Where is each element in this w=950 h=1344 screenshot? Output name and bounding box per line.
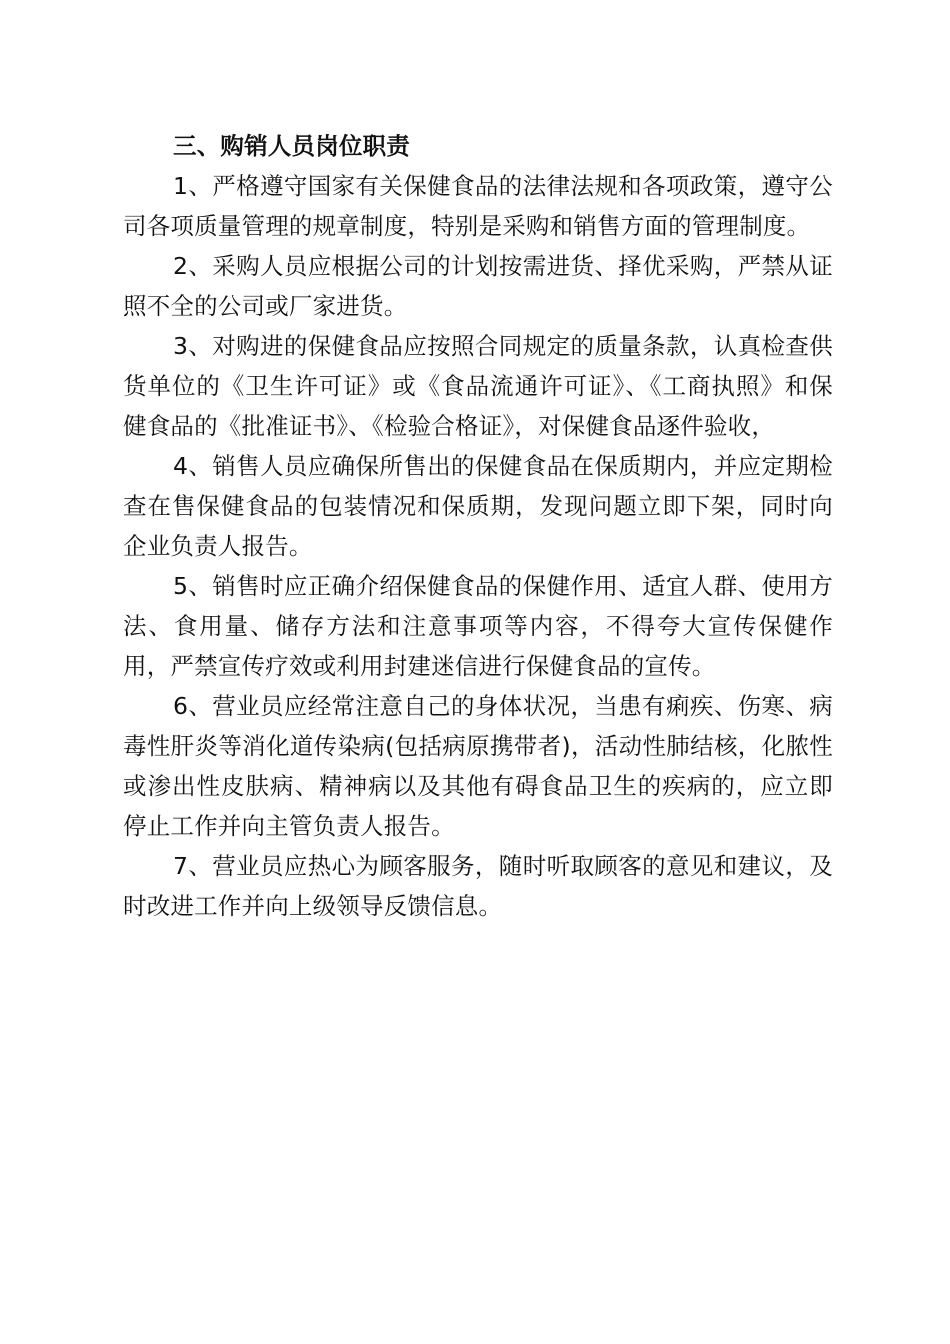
paragraph-6: 6、营业员应经常注意自己的身体状况，当患有痢疾、伤寒、病毒性肝炎等消化道传染病(包括病原携带者)，活动性肺结核，化脓性或渗出性皮肤病、精神病以及其他有碍食品卫生的疾病的，应立即停止工作并向主管负责人报告。 [123, 692, 833, 840]
section-heading: 三、购销人员岗位职责 [173, 132, 410, 160]
paragraph-4: 4、销售人员应确保所售出的保健食品在保质期内，并应定期检查在售保健食品的包装情况和保质期，发现问题立即下架，同时向企业负责人报告。 [123, 452, 833, 560]
paragraph-5: 5、销售时应正确介绍保健食品的保健作用、适宜人群、使用方法、食用量、储存方法和注意事项等内容，不得夸大宣传保健作用，严禁宣传疗效或利用封建迷信进行保健食品的宣传。 [123, 572, 833, 680]
paragraph-2: 2、采购人员应根据公司的计划按需进货、择优采购，严禁从证照不全的公司或厂家进货。 [123, 252, 833, 320]
paragraph-3: 3、对购进的保健食品应按照合同规定的质量条款，认真检查供货单位的《卫生许可证》或《食品流通许可证》、《工商执照》和保健食品的《批准证书》、《检验合格证》，对保健食品逐件验收， [123, 332, 833, 440]
document-page [123, 126, 833, 926]
paragraph-7: 7、营业员应热心为顾客服务，随时听取顾客的意见和建议，及时改进工作并向上级领导反馈信息。 [123, 852, 833, 920]
paragraph-1: 1、严格遵守国家有关保健食品的法律法规和各项政策，遵守公司各项质量管理的规章制度，特别是采购和销售方面的管理制度。 [123, 172, 833, 240]
